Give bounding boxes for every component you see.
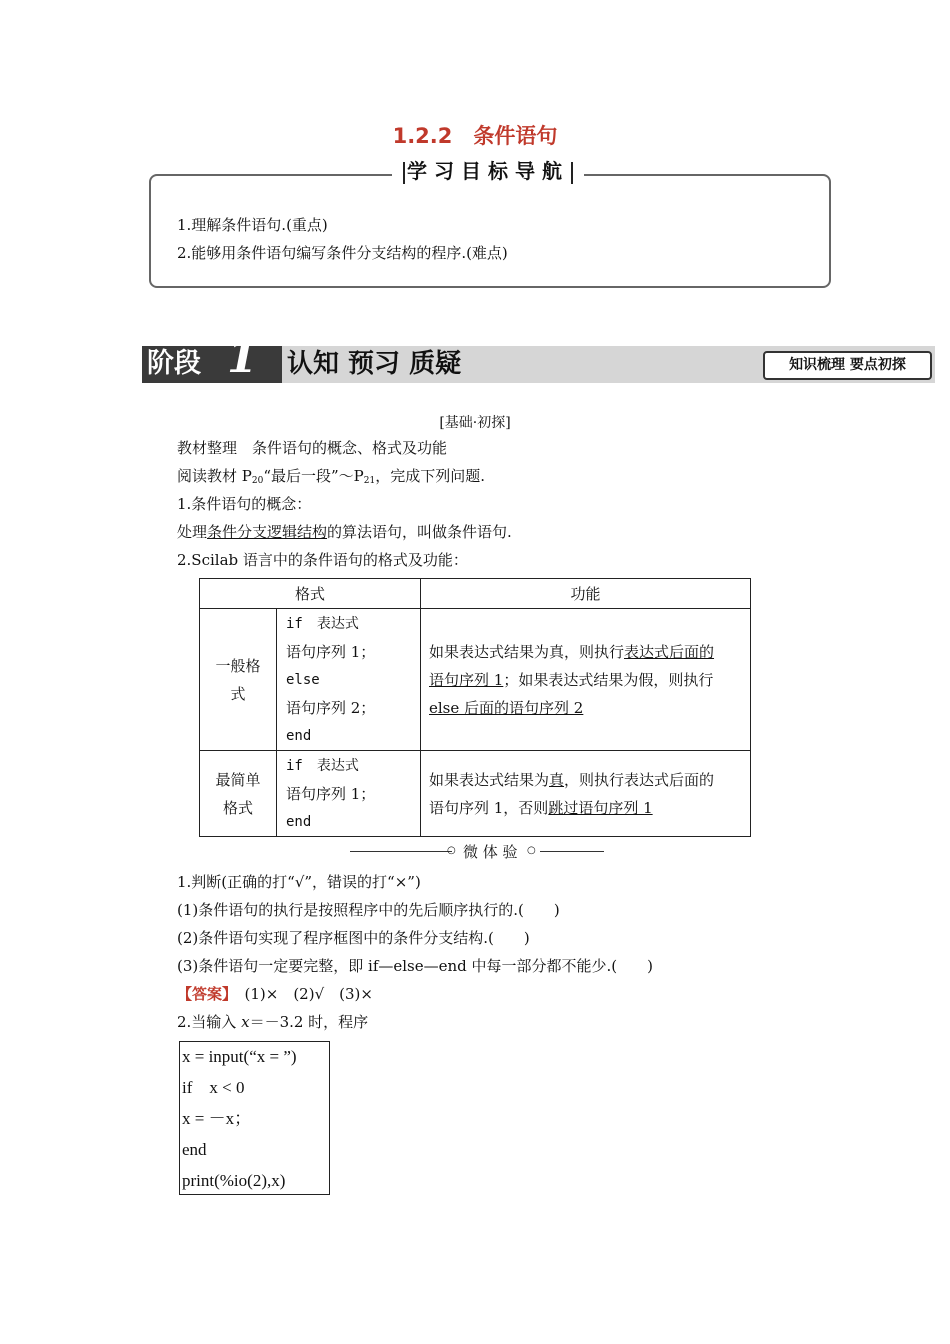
- read-mid: “最后一段”～P: [263, 467, 364, 485]
- answer-label: 【答案】: [177, 985, 230, 1003]
- read-prefix: 阅读教材 P: [177, 467, 252, 485]
- goal-item-1: 1.理解条件语句.(重点): [177, 216, 328, 234]
- table-row: [200, 609, 751, 751]
- concept-pre: 处理: [177, 523, 208, 541]
- concept-post: 的算法语句，叫做条件语句.: [327, 523, 512, 541]
- header-bar-left: [403, 162, 405, 184]
- code-line: 语句序列 1；: [286, 784, 376, 803]
- ex2-pre: 2.当输入: [177, 1013, 242, 1031]
- program-line-3: x = －x；: [182, 1109, 252, 1128]
- exercise1-heading: 1.判断(正确的打“√”，错误的打“×”): [177, 873, 421, 891]
- exercise2-prompt: [177, 1008, 368, 1036]
- header-bar-right: [571, 162, 573, 184]
- code-line: if 表达式: [286, 757, 359, 774]
- format-table: [199, 578, 751, 837]
- divider-left: [350, 851, 452, 852]
- program-line-4: end: [182, 1140, 207, 1159]
- page-start: 20: [251, 476, 264, 486]
- format-heading: 2.Scilab 语言中的条件语句的格式及功能：: [177, 551, 468, 569]
- basics-tag: [基础·初探]: [439, 415, 511, 431]
- row1-function: [421, 609, 751, 751]
- concept-line: [177, 518, 512, 546]
- table-header-row: [200, 579, 751, 609]
- code-line: 语句序列 1；: [286, 642, 376, 661]
- textbook-heading: 教材整理 条件语句的概念、格式及功能: [177, 439, 448, 457]
- stage-number: 1: [227, 332, 258, 383]
- row1-name: [200, 609, 277, 751]
- row2-name-b: 格式: [222, 798, 253, 817]
- exercise1-q3: (3)条件语句一定要完整，即 if—else—end 中每一部分都不能少.( ): [177, 957, 653, 975]
- row2-func-u2: 跳过语句序列 1: [548, 798, 653, 817]
- code-line: if 表达式: [286, 615, 359, 632]
- stage-label: 阶段: [147, 348, 201, 379]
- code-line: end: [286, 813, 312, 830]
- row1-name-a: 一般格: [215, 656, 261, 675]
- exercise1-q1: (1)条件语句的执行是按照程序中的先后顺序执行的.( ): [177, 901, 560, 919]
- read-suffix: ，完成下列问题.: [375, 467, 485, 485]
- divider-circle-right: ○: [527, 845, 536, 856]
- row2-name-a: 最简单: [215, 770, 261, 789]
- row1-code: [277, 609, 421, 751]
- learning-goals-header-text: 学习目标导航: [407, 159, 569, 183]
- concept-heading: 1.条件语句的概念：: [177, 495, 312, 513]
- section-title: 1.2.2 条件语句: [392, 124, 558, 148]
- program-line-2: if x < 0: [182, 1078, 245, 1097]
- row2-func-b: ，则执行表达式后面的: [564, 770, 715, 789]
- row1-func-a: 如果表达式结果为真，则执行: [429, 642, 625, 661]
- ex2-post: ＝－3.2 时，程序: [249, 1013, 369, 1031]
- divider-right: [540, 851, 604, 852]
- exercise1-q2: (2)条件语句实现了程序框图中的条件分支结构.( ): [177, 929, 530, 947]
- code-line: end: [286, 727, 312, 744]
- row2-function: [421, 751, 751, 837]
- divider-circle-left: ○: [447, 845, 456, 856]
- code-line: 语句序列 2；: [286, 698, 376, 717]
- row1-func-u3: else 后面的语句序列 2: [429, 698, 584, 717]
- header-function: 功能: [421, 579, 751, 609]
- learning-goals-header: [392, 156, 584, 186]
- concept-blank: 条件分支逻辑结构: [207, 523, 328, 541]
- page-end: 21: [363, 476, 376, 486]
- stage-tag: 知识梳理 要点初探: [763, 351, 932, 380]
- row2-func-u1: 真: [549, 770, 565, 789]
- row2-func-c: 语句序列 1，否则: [429, 798, 549, 817]
- answer-text: (1)× (2)√ (3)×: [229, 985, 373, 1003]
- micro-experience-label: 微 体 验: [463, 843, 518, 861]
- row1-func-u1: 表达式后面的: [624, 642, 715, 661]
- goal-item-2: 2.能够用条件语句编写条件分支结构的程序.(难点): [177, 244, 508, 262]
- row1-name-b: 式: [230, 684, 246, 703]
- row1-func-u2: 语句序列 1: [429, 670, 504, 689]
- code-line: else: [286, 671, 320, 688]
- header-format: 格式: [200, 579, 421, 609]
- row1-func-b: ；如果表达式结果为假，则执行: [503, 670, 714, 689]
- ex2-var: x: [241, 1013, 250, 1031]
- program-line-5: print(%io(2),x): [182, 1171, 286, 1190]
- stage-title: 认知 预习 质疑: [287, 349, 462, 379]
- row2-func-a: 如果表达式结果为: [429, 770, 550, 789]
- table-row: [200, 751, 751, 837]
- program-line-1: x = input(“x = ”): [182, 1047, 297, 1066]
- exercise1-answer: [177, 980, 373, 1008]
- row2-name: [200, 751, 277, 837]
- row2-code: [277, 751, 421, 837]
